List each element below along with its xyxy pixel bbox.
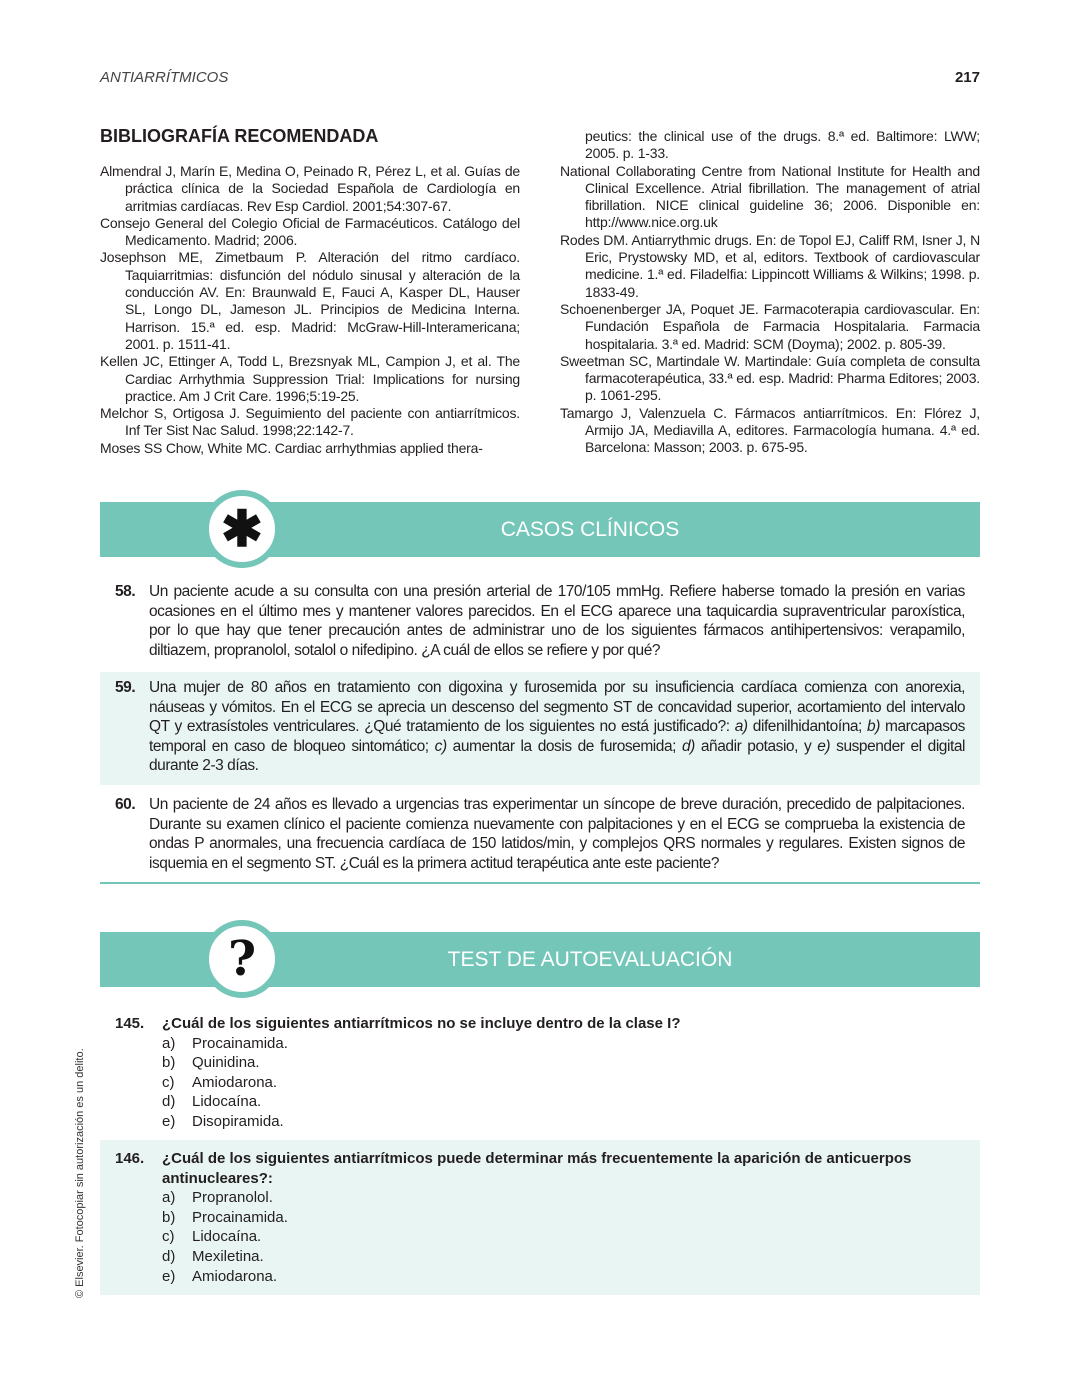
copyright-notice: © Elsevier. Fotocopiar sin autorización es un delito. xyxy=(74,1048,86,1298)
option: a) Propranolol. xyxy=(162,1189,273,1207)
option: c) Amiodarona. xyxy=(162,1073,278,1091)
clinical-cases-banner xyxy=(100,502,980,557)
reference: Rodes DM. Antiarrythmic drugs. En: de Topol EJ, Califf RM, Isner J, N Eric, Prystowsky MD, et al, editors. Textbook of cardiovascular medicine. 1.ª ed. Filadelfia: Lippincott Williams & Wilkins; 1998. p. 1833-49. xyxy=(560,231,980,300)
section-divider xyxy=(100,882,980,884)
option: b) Quinidina. xyxy=(162,1054,260,1072)
reference: Melchor S, Ortigosa J. Seguimiento del paciente con antiarrítmicos. Inf Ter Sist Nac Salud. 1998;22:142-7. xyxy=(100,405,520,439)
option: c) Lidocaína. xyxy=(162,1228,262,1246)
asterisk-icon: ✱ xyxy=(203,490,281,568)
clinical-case-59 xyxy=(100,672,980,785)
case-text: Una mujer de 80 años en tratamiento con digoxina y furosemida por su insuficiencia cardíaca comienza con anorexia, náuseas y vómitos. En el ECG se aprecia un descenso del segmento ST de concavidad superior, acortamiento del intervalo QT y extrasístoles ventriculares. ¿Qué tratamiento de los siguientes no está justificado?: a) difenilhidantoína; b) marcapasos temporal en caso de bloqueo sintomático; c) aumentar la dosis de furosemida; d) añadir potasio, y e) suspender el digital durante 2-3 días. xyxy=(149,679,965,774)
reference: Josephson ME, Zimetbaum P. Alteración del ritmo cardíaco. Taquiarritmias: disfunción del nódulo sinusal y alteración de la conducción AV. En: Braunwald E, Fauci A, Kasper DL, Hauser SL, Longo DL, Jameson JL. Principios de Medicina Interna. Harrison. 15.ª ed. esp. Madrid: McGraw-Hill-Interamericana; 2001. p. 1511-41. xyxy=(100,249,520,352)
reference: Kellen JC, Ettinger A, Todd L, Brezsnyak ML, Campion J, et al. The Cardiac Arrhythmia Suppression Trial: Implications for nursing practice. Am J Crit Care. 1996;5:19-25. xyxy=(100,353,520,404)
reference: Tamargo J, Valenzuela C. Fármacos antiarrítmicos. En: Flórez J, Armijo JA, Mediavilla A, editores. Farmacología humana. 4.ª ed. Barcelona: Masson; 2003. p. 675-95. xyxy=(560,404,980,456)
case-text: Un paciente acude a su consulta con una presión arterial de 170/105 mmHg. Refiere haberse tomado la presión en varias ocasiones en el último mes y mantener valores parecidos. En el ECG aparece una taquicardia supraventricular paroxística, por lo que hay que tener precaución antes de administrar uno de los siguientes fármacos antihipertensivos: verapamilo, diltiazem, propranolol, sotalol o nifedipino. ¿A cuál de ellos se refiere y por qué? xyxy=(149,583,965,659)
reference: Consejo General del Colegio Oficial de Farmacéuticos. Catálogo del Medicamento. Madrid; 2006. xyxy=(100,214,520,249)
case-number: 60. xyxy=(115,796,136,813)
option: d) Lidocaína. xyxy=(162,1093,262,1111)
case-text: Un paciente de 24 años es llevado a urgencias tras experimentar un síncope de breve duración, precedido de palpitaciones. Durante su examen clínico el paciente comienza nuevamente con palpitaciones y en el ECG se comprueba la existencia de ondas P anormales, una frecuencia cardíaca de 150 latidos/min, y complejos QRS normales y regulares. Existen signos de isquemia en el segmento ST. ¿Cuál es la primera actitud terapéutica ante este paciente? xyxy=(149,796,965,872)
option: b) Procainamida. xyxy=(162,1208,288,1226)
reference: Moses SS Chow, White MC. Cardiac arrhythmias applied thera- xyxy=(100,439,483,456)
option: a) Procainamida. xyxy=(162,1034,288,1052)
case-number: 59. xyxy=(115,679,136,696)
section-title: CASOS CLÍNICOS xyxy=(500,518,680,541)
question-number: 146. xyxy=(115,1150,145,1167)
case-number: 58. xyxy=(115,583,136,600)
reference: National Collaborating Centre from National Institute for Health and Clinical Excellence. Atrial fibrillation. The management of atrial fibrillation. NICE clinical guideline 36; 2006. Disponible en: http://www.nice.org.uk xyxy=(560,162,980,231)
reference: Almendral J, Marín E, Medina O, Peinado R, Pérez L, et al. Guías de práctica clínica de la Sociedad Española de Cardiología en arritmias cardíacas. Rev Esp Cardiol. 2001;54:307-67. xyxy=(100,163,520,214)
question-146 xyxy=(100,1140,980,1295)
clinical-case-58 xyxy=(100,582,980,660)
question-stem: ¿Cuál de los siguientes antiarrítmicos no se incluye dentro de la clase I? xyxy=(162,1015,681,1032)
question-number: 145. xyxy=(115,1015,145,1032)
running-title: ANTIARRÍTMICOS xyxy=(100,69,229,86)
reference: Schoenenberger JA, Poquet JE. Farmacoterapia cardiovascular. En: Fundación Española de Farmacia Hospitalaria. Farmacia hospitalaria. 3.ª ed. Madrid: SCM (Doyma); 2002. p. 805-39. xyxy=(560,300,980,352)
reference-continuation: peutics: the clinical use of the drugs. 8.ª ed. Baltimore: LWW; 2005. p. 1-33. xyxy=(585,128,980,162)
question-mark-icon: ? xyxy=(203,920,281,998)
page-number: 217 xyxy=(954,69,980,86)
reference: Sweetman SC, Martindale W. Martindale: Guía completa de consulta farmacoterapéutica, 33.ª ed. esp. Madrid: Pharma Editores; 2003. p. 1061-295. xyxy=(560,352,980,404)
option: d) Mexiletina. xyxy=(162,1247,264,1265)
self-test-banner xyxy=(100,932,980,987)
bibliography-right-column xyxy=(560,128,980,457)
bibliography-left-column xyxy=(100,163,520,457)
question-stem: ¿Cuál de los siguientes antiarrítmicos puede determinar más frecuentemente la aparición de anticuerpos antinucleares?: xyxy=(162,1150,912,1187)
clinical-case-60 xyxy=(100,795,980,873)
question-145 xyxy=(100,1014,980,1132)
option: e) Disopiramida. xyxy=(162,1112,284,1130)
bibliography-title: BIBLIOGRAFÍA RECOMENDADA xyxy=(100,126,379,146)
section-title: TEST DE AUTOEVALUACIÓN xyxy=(447,948,733,971)
option: e) Amiodarona. xyxy=(162,1267,278,1285)
